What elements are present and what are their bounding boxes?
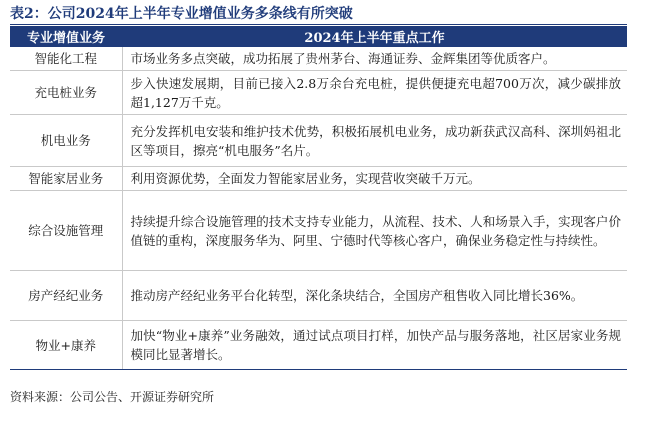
header-focus: 2024年上半年重点工作: [122, 26, 627, 47]
title-rule: [10, 24, 627, 25]
row-focus: 充分发挥机电安装和维护技术优势，积极拓展机电业务，成功新获武汉高科、深圳妈祖北区等项目，擦亮“机电服务”名片。: [122, 115, 627, 167]
row-category: 机电业务: [10, 115, 122, 167]
row-focus: 步入快速发展期，目前已接入2.8万余台充电桩，提供便捷充电超700万次，减少碳排放超1,127万千克。: [122, 71, 627, 115]
row-category: 房产经纪业务: [10, 271, 122, 321]
row-focus: 利用资源优势，全面发力智能家居业务，实现营收突破千万元。: [122, 167, 627, 191]
table-row: [10, 47, 627, 71]
row-focus: 推动房产经纪业务平台化转型，深化条块结合，全国房产租售收入同比增长36%。: [122, 271, 627, 321]
table-title: 表2：公司2024年上半年专业增值业务多条线有所突破: [10, 6, 353, 22]
row-category: 智能家居业务: [10, 167, 122, 191]
table-row: [10, 167, 627, 191]
table-header-row: [10, 26, 627, 47]
row-focus: 加快“物业+康养”业务融效，通过试点项目打样，加快产品与服务落地，社区居家业务规模同比显著增长。: [122, 321, 627, 370]
table-row: [10, 191, 627, 271]
header-business: 专业增值业务: [10, 26, 122, 47]
table-row: [10, 115, 627, 167]
row-focus: 市场业务多点突破，成功拓展了贵州茅台、海通证券、金辉集团等优质客户。: [122, 47, 627, 71]
row-focus: 持续提升综合设施管理的技术支持专业能力，从流程、技术、人和场景入手，实现客户价值链的重构，深度服务华为、阿里、宁德时代等核心客户，确保业务稳定性与持续性。: [122, 191, 627, 271]
business-table: [10, 26, 627, 370]
row-category: 物业+康养: [10, 321, 122, 370]
row-category: 综合设施管理: [10, 191, 122, 271]
row-category: 智能化工程: [10, 47, 122, 71]
source-note: 资料来源：公司公告、开源证券研究所: [10, 390, 215, 404]
table-row: [10, 321, 627, 370]
table-row: [10, 71, 627, 115]
row-category: 充电桩业务: [10, 71, 122, 115]
table-row: [10, 271, 627, 321]
